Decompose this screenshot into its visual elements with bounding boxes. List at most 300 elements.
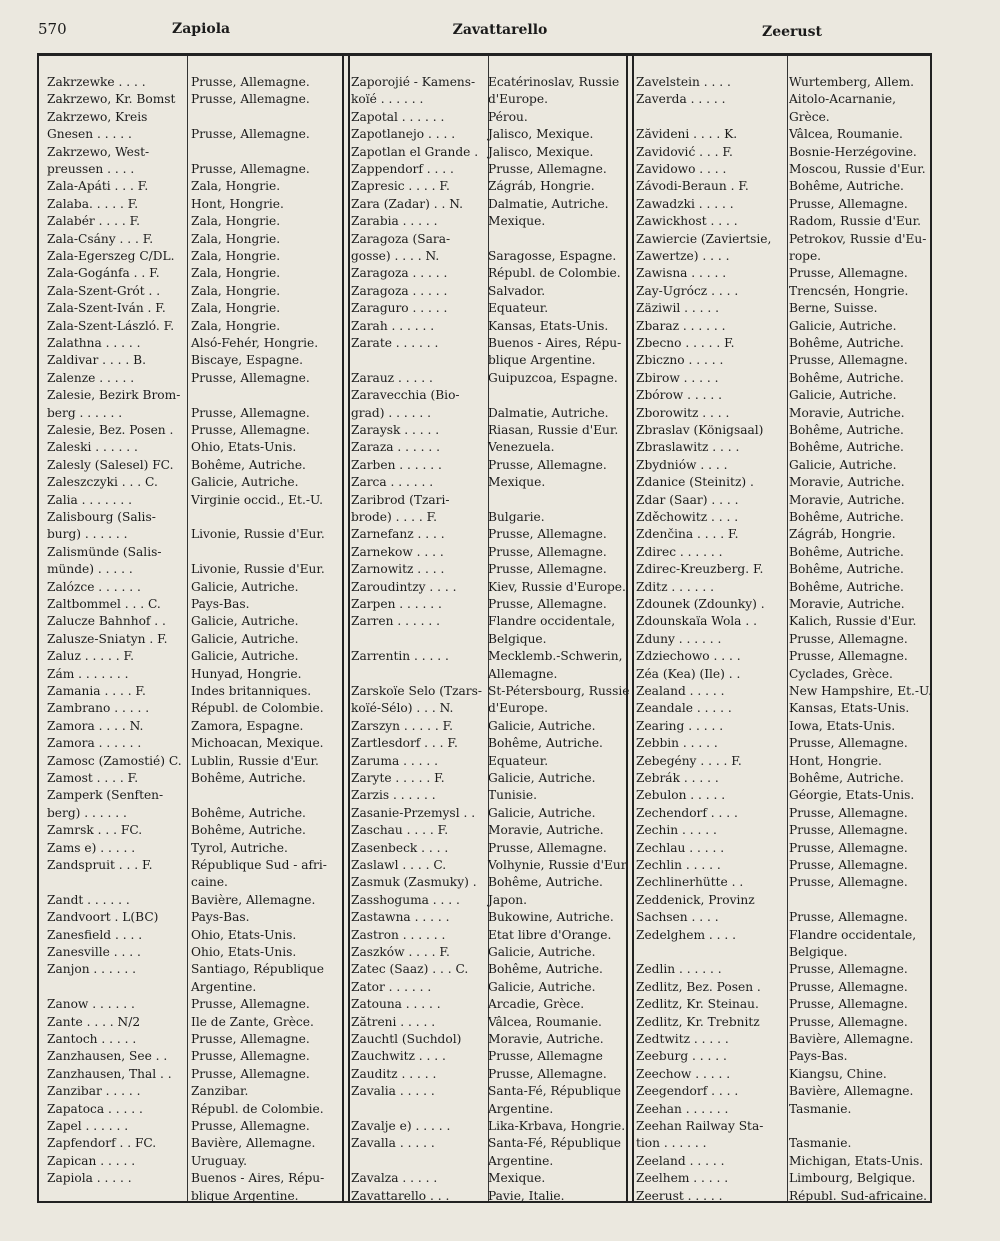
place-name: berg . . . . . . xyxy=(47,406,123,420)
place-name: Zauchtl (Suchdol) xyxy=(351,1032,462,1046)
place-name: Zasenbeck . . . . xyxy=(351,841,449,855)
column-divider xyxy=(348,56,350,1201)
place-location: Galicie, Autriche. xyxy=(488,945,596,959)
place-name: Zapatoca . . . . . xyxy=(47,1102,143,1116)
place-name: Zavidović . . . F. xyxy=(636,145,733,159)
place-location: Lika-Krbava, Hongrie. xyxy=(488,1119,626,1133)
place-name: Zalucze Bahnhof . . xyxy=(47,614,166,628)
place-name: Zechendorf . . . . xyxy=(636,806,738,820)
place-location: Moravie, Autriche. xyxy=(488,823,604,837)
place-location: Tasmanie. xyxy=(789,1136,852,1150)
place-location: Arcadie, Grèce. xyxy=(488,997,585,1011)
place-location: Zala, Hongrie. xyxy=(191,214,281,228)
place-name: Zalabér . . . . F. xyxy=(47,214,141,228)
place-location: Prusse, Allemagne. xyxy=(191,1067,310,1081)
place-location: Bulgarie. xyxy=(488,510,545,524)
place-name: Zeddenick, Provinz xyxy=(636,893,755,907)
place-location: Ohio, Etats-Unis. xyxy=(191,440,297,454)
place-name: Zaltbommel . . . C. xyxy=(47,597,161,611)
place-location: Flandre occidentale, xyxy=(789,928,917,942)
place-name: Zarca . . . . . . xyxy=(351,475,434,489)
place-location: Kiev, Russie d'Europe. xyxy=(488,580,626,594)
place-name: Zebegény . . . . F. xyxy=(636,754,742,768)
place-name: Zakrzewo, Kr. Bomst xyxy=(47,92,176,106)
place-name: Zaraguro . . . . . xyxy=(351,301,448,315)
place-name: Zanzibar . . . . . xyxy=(47,1084,141,1098)
place-location: Kansas, Etats-Unis. xyxy=(789,701,910,715)
place-name: Zandt . . . . . . xyxy=(47,893,130,907)
place-location: Kansas, Etats-Unis. xyxy=(488,319,609,333)
place-name: Zedtwitz . . . . . xyxy=(636,1032,729,1046)
place-name: burg) . . . . . . xyxy=(47,527,128,541)
place-location: Prusse, Allemagne. xyxy=(488,162,607,176)
gazetteer-table xyxy=(37,53,932,1203)
place-name: Zborowitz . . . . xyxy=(636,406,730,420)
place-name: koïé-Sélo) . . . N. xyxy=(351,701,454,715)
place-name: Zedelghem . . . . xyxy=(636,928,737,942)
place-name: Zeeland . . . . . xyxy=(636,1154,725,1168)
place-name: Zeelhem . . . . . xyxy=(636,1171,729,1185)
place-location: Prusse, Allemagne. xyxy=(488,597,607,611)
place-location: Prusse, Allemagne. xyxy=(488,562,607,576)
place-location: Michigan, Etats-Unis. xyxy=(789,1154,924,1168)
place-name: Zaraza . . . . . . xyxy=(351,440,441,454)
place-location: Zamora, Espagne. xyxy=(191,719,304,733)
place-location: Prusse, Allemagne. xyxy=(191,371,310,385)
place-name: Zasmuk (Zasmuky) . xyxy=(351,875,477,889)
place-name: Zantoch . . . . . xyxy=(47,1032,137,1046)
place-location: Pays-Bas. xyxy=(191,910,250,924)
place-name: Zdounskaïa Wola . . xyxy=(636,614,757,628)
place-location: Prusse, Allemagne. xyxy=(191,127,310,141)
place-name: gosse) . . . . N. xyxy=(351,249,440,263)
place-name: Zalusze-Sniatyn . F. xyxy=(47,632,168,646)
place-location: Livonie, Russie d'Eur. xyxy=(191,562,325,576)
place-name: Zechin . . . . . xyxy=(636,823,717,837)
place-location: Tunisie. xyxy=(488,788,537,802)
place-location: Zágráb, Hongrie. xyxy=(789,527,896,541)
place-name: Zbaraz . . . . . . xyxy=(636,319,726,333)
place-location: Prusse, Allemagne. xyxy=(191,423,310,437)
place-location: Virginie occid., Et.-U. xyxy=(191,493,323,507)
place-name: Zbraslav (Königsaal) xyxy=(636,423,764,437)
place-name: Zbydniów . . . . xyxy=(636,458,728,472)
place-location: Mexique. xyxy=(488,475,546,489)
place-name: Zartlesdorf . . . F. xyxy=(351,736,458,750)
place-location: Grèce. xyxy=(789,110,830,124)
place-location: Argentine. xyxy=(488,1102,554,1116)
place-location: Prusse, Allemagne. xyxy=(191,1119,310,1133)
place-name: Zandspruit . . . F. xyxy=(47,858,153,872)
place-location: Venezuela. xyxy=(488,440,555,454)
place-location: Galicie, Autriche. xyxy=(191,580,299,594)
place-name: Zante . . . . N/2 xyxy=(47,1015,141,1029)
place-name: Zdounek (Zdounky) . xyxy=(636,597,765,611)
place-location: Tasmanie. xyxy=(789,1102,852,1116)
place-location: Petrokov, Russie d'Eu- xyxy=(789,232,927,246)
place-location: Michoacan, Mexique. xyxy=(191,736,324,750)
place-location: Pavie, Italie. xyxy=(488,1189,565,1203)
place-name: Zams e) . . . . . xyxy=(47,841,136,855)
place-name: Zăvideni . . . . K. xyxy=(636,127,738,141)
place-name: Zarzis . . . . . . xyxy=(351,788,436,802)
place-name: Zamania . . . . F. xyxy=(47,684,146,698)
place-location: Galicie, Autriche. xyxy=(488,980,596,994)
place-name: Zarnowitz . . . . xyxy=(351,562,445,576)
place-name: Zamora . . . . . . xyxy=(47,736,142,750)
place-location: Indes britanniques. xyxy=(191,684,312,698)
place-name: Zaporojié - Kamens- xyxy=(351,75,476,89)
place-location: Républ. de Colombie. xyxy=(191,1102,324,1116)
place-location: Santiago, République xyxy=(191,962,324,976)
place-name: Závodi-Beraun . F. xyxy=(636,179,749,193)
page-number: 570 xyxy=(38,20,67,38)
place-location: Zala, Hongrie. xyxy=(191,232,281,246)
place-location: Allemagne. xyxy=(488,667,558,681)
place-location: Tyrol, Autriche. xyxy=(191,841,288,855)
place-name: Zdziechowo . . . . xyxy=(636,649,741,663)
place-location: blique Argentine. xyxy=(191,1189,299,1203)
place-name: Zeerust . . . . . xyxy=(636,1189,723,1203)
place-location: Bohême, Autriche. xyxy=(191,806,306,820)
place-name: berg) . . . . . . xyxy=(47,806,127,820)
place-location: Galicie, Autriche. xyxy=(488,771,596,785)
place-location: Hunyad, Hongrie. xyxy=(191,667,302,681)
place-name: Zalenze . . . . . xyxy=(47,371,135,385)
place-location: Alsó-Fehér, Hongrie. xyxy=(191,336,319,350)
place-location: Bohême, Autriche. xyxy=(191,458,306,472)
place-name: Zedlin . . . . . . xyxy=(636,962,722,976)
place-location: Argentine. xyxy=(191,980,257,994)
place-location: Trencsén, Hongrie. xyxy=(789,284,909,298)
place-name: Zalesie, Bez. Posen . xyxy=(47,423,174,437)
place-name: Zealand . . . . . xyxy=(636,684,725,698)
place-name: grad) . . . . . . xyxy=(351,406,431,420)
place-name: Zarpen . . . . . . xyxy=(351,597,442,611)
place-location: Kalich, Russie d'Eur. xyxy=(789,614,917,628)
place-location: Républ. de Colombie. xyxy=(191,701,324,715)
place-name: Zarben . . . . . . xyxy=(351,458,442,472)
place-location: d'Europe. xyxy=(488,701,548,715)
place-name: Zdirec . . . . . . xyxy=(636,545,723,559)
column-divider xyxy=(187,56,188,1201)
place-name: Zakrzewo, Kreis xyxy=(47,110,148,124)
place-location: Bohême, Autriche. xyxy=(789,336,904,350)
place-location: Mexique. xyxy=(488,1171,546,1185)
place-location: St-Pétersbourg, Russie xyxy=(488,684,630,698)
place-location: Galicie, Autriche. xyxy=(191,632,299,646)
place-location: Limbourg, Belgique. xyxy=(789,1171,916,1185)
place-name: Zasanie-Przemysl . . xyxy=(351,806,476,820)
place-name: Zeehan . . . . . . xyxy=(636,1102,729,1116)
place-location: Uruguay. xyxy=(191,1154,248,1168)
place-name: Zator . . . . . . xyxy=(351,980,432,994)
place-name: Zawiercie (Zaviertsie, xyxy=(636,232,772,246)
place-name: Zavalje e) . . . . . xyxy=(351,1119,451,1133)
place-location: Républ. Sud-africaine. xyxy=(789,1189,928,1203)
place-location: Wurtemberg, Allem. xyxy=(789,75,915,89)
place-location: Pays-Bas. xyxy=(789,1049,848,1063)
place-name: Zala-Apáti . . . F. xyxy=(47,179,149,193)
place-name: Zaravecchia (Bio- xyxy=(351,388,460,402)
place-location: Prusse, Allemagne. xyxy=(488,527,607,541)
place-name: Zapiola . . . . . xyxy=(47,1171,132,1185)
place-name: Zala-Szent-Grót . . xyxy=(47,284,161,298)
place-name: Zalaba. . . . . F. xyxy=(47,197,139,211)
place-location: Prusse, Allemagne. xyxy=(191,1049,310,1063)
place-location: Bavière, Allemagne. xyxy=(191,1136,316,1150)
place-location: Géorgie, Etats-Unis. xyxy=(789,788,915,802)
place-name: Zalia . . . . . . . xyxy=(47,493,133,507)
place-name: Zechlau . . . . . xyxy=(636,841,725,855)
place-name: Zandvoort . L(BC) xyxy=(47,910,159,924)
place-location: Prusse, Allemagne. xyxy=(789,353,908,367)
place-name: Zbraslawitz . . . . xyxy=(636,440,740,454)
place-name: Zalesly (Salesel) FC. xyxy=(47,458,174,472)
place-location: Galicie, Autriche. xyxy=(191,614,299,628)
place-name: brode) . . . . F. xyxy=(351,510,438,524)
place-location: Prusse, Allemagne. xyxy=(789,632,908,646)
place-name: Zapresic . . . . F. xyxy=(351,179,450,193)
place-name: Zbecno . . . . . F. xyxy=(636,336,735,350)
place-location: Prusse, Allemagne. xyxy=(789,806,908,820)
place-name: Zbirow . . . . . xyxy=(636,371,719,385)
place-location: Galicie, Autriche. xyxy=(191,649,299,663)
place-location: Galicie, Autriche. xyxy=(488,806,596,820)
place-name: preussen . . . . xyxy=(47,162,135,176)
place-name: Zatouna . . . . . xyxy=(351,997,441,1011)
place-location: Dalmatie, Autriche. xyxy=(488,197,609,211)
place-location: Bohême, Autriche. xyxy=(789,440,904,454)
place-location: Républ. de Colombie. xyxy=(488,266,621,280)
place-name: Zaldivar . . . . B. xyxy=(47,353,147,367)
place-name: Zala-Gogánfa . . F. xyxy=(47,266,160,280)
place-name: Zastron . . . . . . xyxy=(351,928,446,942)
place-name: Zaribrod (Tzari- xyxy=(351,493,450,507)
place-location: Bohême, Autriche. xyxy=(191,771,306,785)
place-name: Zaraysk . . . . . xyxy=(351,423,440,437)
place-location: Mexique. xyxy=(488,214,546,228)
place-location: Prusse, Allemagne. xyxy=(789,266,908,280)
place-location: Radom, Russie d'Eur. xyxy=(789,214,921,228)
place-location: Galicie, Autriche. xyxy=(789,319,897,333)
place-location: Moscou, Russie d'Eur. xyxy=(789,162,926,176)
place-name: Zappendorf . . . . xyxy=(351,162,454,176)
place-location: Bohême, Autriche. xyxy=(488,962,603,976)
place-name: Zalathna . . . . . xyxy=(47,336,141,350)
place-location: Bohême, Autriche. xyxy=(789,562,904,576)
place-name: Zapotlan el Grande . xyxy=(351,145,479,159)
place-location: d'Europe. xyxy=(488,92,548,106)
place-location: Berne, Suisse. xyxy=(789,301,878,315)
place-name: Zaleszczyki . . . C. xyxy=(47,475,158,489)
place-location: Iowa, Etats-Unis. xyxy=(789,719,896,733)
place-location: Prusse, Allemagne. xyxy=(789,875,908,889)
place-location: Prusse, Allemagne. xyxy=(789,910,908,924)
place-name: Zaruma . . . . . xyxy=(351,754,438,768)
column-divider xyxy=(632,56,634,1201)
place-location: Prusse, Allemagne. xyxy=(191,92,310,106)
place-name: Zbórow . . . . . xyxy=(636,388,722,402)
place-location: Guipuzcoa, Espagne. xyxy=(488,371,618,385)
place-location: Santa-Fé, République xyxy=(488,1136,621,1150)
place-location: Mecklemb.-Schwerin, xyxy=(488,649,623,663)
place-name: Zaverda . . . . . xyxy=(636,92,726,106)
place-name: Zaleski . . . . . . xyxy=(47,440,138,454)
place-location: Bohême, Autriche. xyxy=(789,771,904,785)
first-headword: Zapiola xyxy=(172,21,231,37)
place-name: Zaschau . . . . F. xyxy=(351,823,449,837)
place-location: Flandre occidentale, xyxy=(488,614,616,628)
place-location: Zala, Hongrie. xyxy=(191,179,281,193)
place-name: Zapican . . . . . xyxy=(47,1154,136,1168)
place-name: Zanjon . . . . . . xyxy=(47,962,137,976)
place-location: Biscaye, Espagne. xyxy=(191,353,304,367)
place-name: Zakrzewo, West- xyxy=(47,145,150,159)
place-location: Prusse, Allemagne. xyxy=(789,841,908,855)
place-location: Santa-Fé, République xyxy=(488,1084,621,1098)
place-name: Zarah . . . . . . xyxy=(351,319,435,333)
place-name: Zawickhost . . . . xyxy=(636,214,738,228)
place-name: Zara (Zadar) . . N. xyxy=(351,197,463,211)
place-name: Zavattarello . . . xyxy=(351,1189,450,1203)
place-location: Prusse, Allemagne. xyxy=(789,1015,908,1029)
place-name: Zám . . . . . . . xyxy=(47,667,129,681)
place-name: münde) . . . . . xyxy=(47,562,133,576)
place-name: Zalesie, Bezirk Brom- xyxy=(47,388,181,402)
place-name: Zedlitz, Kr. Trebnitz xyxy=(636,1015,760,1029)
place-location: Bohême, Autriche. xyxy=(488,736,603,750)
place-location: Bavière, Allemagne. xyxy=(191,893,316,907)
place-location: Saragosse, Espagne. xyxy=(488,249,617,263)
place-name: Zeehan Railway Sta- xyxy=(636,1119,764,1133)
place-location: Galicie, Autriche. xyxy=(789,388,897,402)
place-location: Ohio, Etats-Unis. xyxy=(191,945,297,959)
place-location: Aitolo-Acarnanie, xyxy=(789,92,896,106)
place-name: Zakrzewke . . . . xyxy=(47,75,146,89)
place-name: Zaslawl . . . . C. xyxy=(351,858,447,872)
place-location: Moravie, Autriche. xyxy=(488,1032,604,1046)
place-name: Zděchowitz . . . . xyxy=(636,510,739,524)
place-location: Moravie, Autriche. xyxy=(789,475,905,489)
place-name: Zarnekow . . . . xyxy=(351,545,444,559)
place-name: Zala-Egerszeg C/DL. xyxy=(47,249,175,263)
place-name: Zavalia . . . . . xyxy=(351,1084,435,1098)
place-location: Prusse, Allemagne xyxy=(488,1049,603,1063)
place-name: Zaragoza . . . . . xyxy=(351,284,448,298)
place-name: Zasshoguma . . . . xyxy=(351,893,460,907)
place-location: Hont, Hongrie. xyxy=(191,197,284,211)
place-name: Zdirec-Kreuzberg. F. xyxy=(636,562,764,576)
place-location: rope. xyxy=(789,249,822,263)
place-name: Zauchwitz . . . . xyxy=(351,1049,446,1063)
place-location: Prusse, Allemagne. xyxy=(191,1032,310,1046)
place-location: Bavière, Allemagne. xyxy=(789,1084,914,1098)
place-name: Zduny . . . . . . xyxy=(636,632,722,646)
place-location: Zala, Hongrie. xyxy=(191,301,281,315)
place-location: Dalmatie, Autriche. xyxy=(488,406,609,420)
place-name: Zapotal . . . . . . xyxy=(351,110,445,124)
place-location: Bukowine, Autriche. xyxy=(488,910,614,924)
column-divider xyxy=(342,56,344,1201)
place-name: Zanesville . . . . xyxy=(47,945,141,959)
place-location: Moravie, Autriche. xyxy=(789,406,905,420)
place-name: Zbiczno . . . . . xyxy=(636,353,724,367)
place-location: Bohême, Autriche. xyxy=(191,823,306,837)
place-name: Zaroudintzy . . . . xyxy=(351,580,457,594)
column-divider xyxy=(787,56,788,1201)
place-name: Zamosc (Zamostié) C. xyxy=(47,754,182,768)
place-location: Salvador. xyxy=(488,284,546,298)
place-name: Zeeburg . . . . . xyxy=(636,1049,727,1063)
place-location: Buenos - Aires, Répu- xyxy=(488,336,622,350)
place-location: Galicie, Autriche. xyxy=(789,458,897,472)
place-name: Zarrentin . . . . . xyxy=(351,649,449,663)
place-location: Jalisco, Mexique. xyxy=(488,127,594,141)
place-name: Zebbin . . . . . xyxy=(636,736,718,750)
place-location: Zala, Hongrie. xyxy=(191,319,281,333)
place-name: Zamrsk . . . FC. xyxy=(47,823,143,837)
place-location: Galicie, Autriche. xyxy=(191,475,299,489)
place-location: Bohême, Autriche. xyxy=(789,371,904,385)
place-name: Zaszków . . . . F. xyxy=(351,945,450,959)
place-name: Zavidowo . . . . xyxy=(636,162,727,176)
place-location: Vâlcea, Roumanie. xyxy=(488,1015,602,1029)
place-name: Zastawna . . . . . xyxy=(351,910,450,924)
place-location: Zala, Hongrie. xyxy=(191,266,281,280)
place-location: blique Argentine. xyxy=(488,353,596,367)
place-name: Zavalla . . . . . xyxy=(351,1136,435,1150)
place-location: Equateur. xyxy=(488,754,549,768)
place-name: Zala-Csány . . . F. xyxy=(47,232,154,246)
place-location: Bohême, Autriche. xyxy=(789,179,904,193)
place-name: Zapotlanejo . . . . xyxy=(351,127,456,141)
place-name: Zeegendorf . . . . xyxy=(636,1084,739,1098)
place-name: Zearing . . . . . xyxy=(636,719,724,733)
place-name: Zarauz . . . . . xyxy=(351,371,433,385)
place-name: Zamora . . . . N. xyxy=(47,719,144,733)
place-name: Zapel . . . . . . xyxy=(47,1119,129,1133)
place-location: Ohio, Etats-Unis. xyxy=(191,928,297,942)
place-name: Zauditz . . . . . xyxy=(351,1067,437,1081)
place-location: Zala, Hongrie. xyxy=(191,284,281,298)
place-location: Lublin, Russie d'Eur. xyxy=(191,754,319,768)
place-name: Zambrano . . . . . xyxy=(47,701,150,715)
place-name: Zarate . . . . . . xyxy=(351,336,439,350)
place-location: Vâlcea, Roumanie. xyxy=(789,127,903,141)
place-name: Zanesfield . . . . xyxy=(47,928,143,942)
place-location: Livonie, Russie d'Eur. xyxy=(191,527,325,541)
place-location: Etat libre d'Orange. xyxy=(488,928,612,942)
place-location: Bohême, Autriche. xyxy=(789,510,904,524)
place-location: Zala, Hongrie. xyxy=(191,249,281,263)
place-location: Cyclades, Grèce. xyxy=(789,667,893,681)
place-name: Zanzhausen, See . . xyxy=(47,1049,168,1063)
last-headword: Zeerust xyxy=(762,24,822,40)
place-name: Zedlitz, Kr. Steinau. xyxy=(636,997,759,1011)
place-location: Moravie, Autriche. xyxy=(789,493,905,507)
place-location: Jalisco, Mexique. xyxy=(488,145,594,159)
place-location: République Sud - afri- xyxy=(191,858,327,872)
place-name: Zarren . . . . . . xyxy=(351,614,440,628)
place-location: Prusse, Allemagne. xyxy=(789,649,908,663)
place-name: Zatec (Saaz) . . . C. xyxy=(351,962,469,976)
place-name: Zawisna . . . . . xyxy=(636,266,727,280)
place-location: Kiangsu, Chine. xyxy=(789,1067,887,1081)
place-name: Zechlin . . . . . xyxy=(636,858,721,872)
place-name: Zéa (Kea) (Ile) . . xyxy=(636,667,741,681)
place-name: Zeandale . . . . . xyxy=(636,701,732,715)
